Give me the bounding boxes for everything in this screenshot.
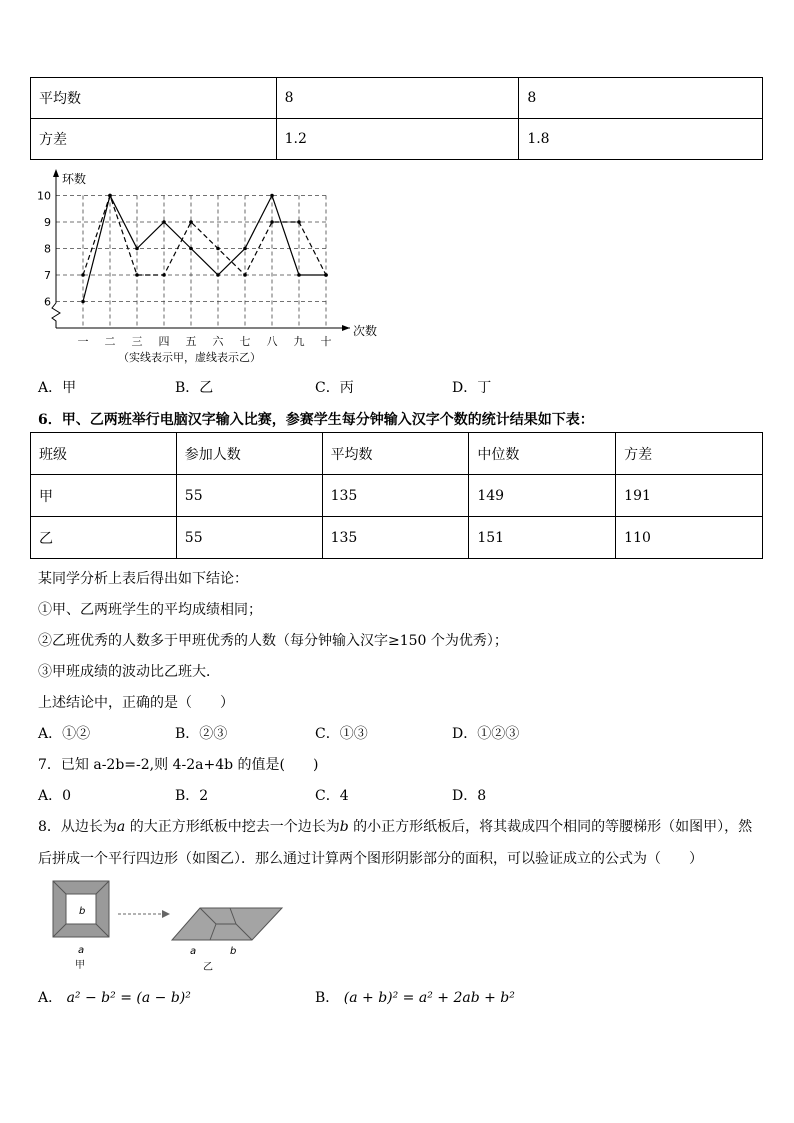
axis-break-icon — [52, 303, 60, 328]
table-cell: 135 — [322, 475, 469, 517]
q8-stem-part-1: 8．从边长为 — [38, 819, 117, 835]
q6-stats-table — [30, 432, 763, 559]
table-cell: 191 — [616, 475, 763, 517]
data-point — [189, 247, 193, 251]
data-point — [324, 273, 328, 277]
q6-conclusion-2: ②乙班优秀的人数多于甲班优秀的人数（每分钟输入汉字≥150 个为优秀）； — [38, 633, 508, 649]
table-cell: 55 — [176, 517, 322, 559]
table-cell: 110 — [616, 517, 763, 559]
x-tick-label: 十 — [320, 335, 332, 348]
table-header-cell: 方差 — [616, 433, 763, 475]
q8-stem-line2: 后拼成一个平行四边形（如图乙）．那么通过计算两个图形阴影部分的面积，可以验证成立的公式为（ ） — [38, 851, 703, 867]
table-header-cell: 参加人数 — [176, 433, 322, 475]
q8-var-a: a — [116, 819, 126, 835]
series-line-yi — [83, 196, 326, 276]
q6-conclusion-3: ③甲班成绩的波动比乙班大． — [38, 664, 220, 680]
table-cell: 149 — [469, 475, 616, 517]
data-point — [297, 220, 301, 224]
table-cell: 8 — [276, 78, 519, 119]
bottom-label-a: a — [190, 946, 197, 957]
data-point — [243, 247, 247, 251]
q8-option-a-label: A． — [38, 990, 63, 1006]
q7-option-b[interactable]: B．2 — [175, 788, 209, 804]
data-point — [243, 273, 247, 277]
q8-option-b[interactable] — [315, 987, 515, 1007]
q5-option-a[interactable]: A．甲 — [38, 380, 77, 396]
q8-var-b: b — [339, 819, 349, 835]
q6-option-a[interactable]: A．①② — [38, 726, 91, 742]
table-header-cell: 中位数 — [469, 433, 616, 475]
q6-option-b[interactable]: B．②③ — [175, 726, 228, 742]
data-point — [108, 194, 112, 198]
bottom-label-a: a — [78, 945, 85, 956]
q5-option-c[interactable]: C．丙 — [315, 380, 354, 396]
q6-option-c[interactable]: C．①③ — [315, 726, 368, 742]
table-header-cell: 平均数 — [322, 433, 469, 475]
table-header-row — [31, 433, 763, 475]
table-cell: 8 — [519, 78, 763, 119]
data-point — [297, 273, 301, 277]
x-tick-label: 二 — [104, 335, 116, 348]
q6-option-d[interactable]: D．①②③ — [452, 726, 520, 742]
table-cell: 135 — [322, 517, 469, 559]
y-tick-label: 8 — [44, 242, 51, 256]
x-axis-label: 次数 — [353, 324, 378, 338]
q7-stem: 7．已知 a-2b=-2,则 4-2a+4b 的值是( ) — [38, 757, 319, 773]
arrow-icon — [118, 908, 170, 920]
data-point — [81, 300, 85, 304]
q8-option-b-label: B． — [315, 990, 340, 1006]
table-cell: 1.8 — [519, 119, 763, 160]
table-cell: 1.2 — [276, 119, 519, 160]
q8-figure-yi — [170, 900, 285, 972]
q8-figure-jia — [52, 880, 112, 972]
x-tick-label: 四 — [158, 335, 170, 348]
table-row — [31, 475, 763, 517]
q8-option-a-formula: a² − b² = (a − b)² — [66, 990, 191, 1006]
q7-option-a[interactable]: A．0 — [38, 788, 72, 804]
stats-table-top — [30, 77, 763, 160]
q7-option-c[interactable]: C．4 — [315, 788, 349, 804]
x-tick-label: 一 — [77, 335, 89, 348]
y-axis-label: 环数 — [62, 172, 87, 186]
data-point — [270, 220, 274, 224]
bottom-label-b: b — [230, 946, 237, 957]
q6-question: 上述结论中，正确的是（ ） — [38, 695, 234, 711]
data-point — [135, 273, 139, 277]
data-point — [189, 220, 193, 224]
x-tick-label: 五 — [185, 335, 197, 348]
y-tick-label: 6 — [44, 295, 51, 309]
q7-option-d[interactable]: D．8 — [452, 788, 487, 804]
q5-option-b[interactable]: B．乙 — [175, 380, 214, 396]
table-row — [31, 78, 763, 119]
data-point — [270, 194, 274, 198]
q8-stem-line1 — [38, 816, 752, 836]
table-header-cell: 班级 — [31, 433, 177, 475]
x-tick-label: 九 — [293, 335, 305, 348]
score-line-chart — [30, 165, 390, 370]
q6-stem: 6．甲、乙两班举行电脑汉字输入比赛，参赛学生每分钟输入汉字个数的统计结果如下表： — [38, 412, 594, 428]
data-point — [162, 273, 166, 277]
table-row — [31, 119, 763, 160]
caption-yi: 乙 — [203, 962, 213, 972]
table-cell: 55 — [176, 475, 322, 517]
table-cell: 乙 — [31, 517, 177, 559]
q8-stem-part-3: 的小正方形纸板后，将其裁成四个相同的等腰梯形（如图甲），然 — [353, 819, 753, 835]
table-cell: 151 — [469, 517, 616, 559]
data-point — [162, 220, 166, 224]
q8-option-a[interactable] — [38, 987, 191, 1007]
x-tick-label: 七 — [239, 335, 251, 348]
x-tick-label: 八 — [266, 335, 278, 348]
chart-plot-area — [37, 169, 350, 348]
q8-option-b-formula: (a + b)² = a² + 2ab + b² — [343, 990, 515, 1006]
chart-caption: （实线表示甲，虚线表示乙） — [118, 351, 261, 364]
table-cell: 平均数 — [31, 78, 277, 119]
y-tick-label: 10 — [37, 189, 51, 203]
data-point — [216, 247, 220, 251]
q5-option-d[interactable]: D．丁 — [452, 380, 492, 396]
inner-label-b: b — [79, 906, 86, 917]
x-tick-label: 六 — [212, 335, 224, 348]
q6-analysis-intro: 某同学分析上表后得出如下结论： — [38, 571, 248, 587]
table-cell: 甲 — [31, 475, 177, 517]
caption-jia: 甲 — [75, 960, 85, 971]
data-point — [135, 247, 139, 251]
y-tick-label: 7 — [44, 269, 51, 282]
data-point — [81, 273, 85, 277]
q6-conclusion-1: ①甲、乙两班学生的平均成绩相同； — [38, 602, 262, 618]
y-axis-arrow-icon — [53, 169, 59, 177]
data-point — [216, 273, 220, 277]
table-row — [31, 517, 763, 559]
x-tick-label: 三 — [131, 335, 143, 348]
q8-stem-part-2: 的大正方形纸板中挖去一个边长为 — [129, 819, 340, 835]
x-axis-arrow-icon — [342, 325, 350, 331]
table-cell: 方差 — [31, 119, 277, 160]
y-tick-label: 9 — [44, 216, 51, 229]
